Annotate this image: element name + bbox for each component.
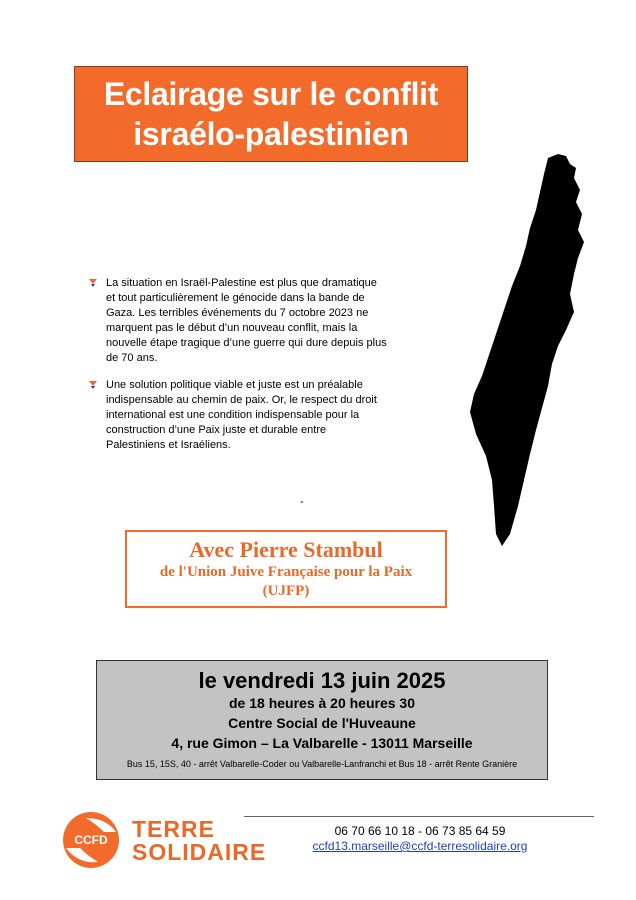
separator: - [300,496,304,508]
email-link[interactable]: ccfd13.marseille@ccfd-terresolidaire.org [312,839,528,853]
map-silhouette-icon [466,150,596,550]
event-info-box [96,660,548,780]
footer-divider [244,816,594,817]
logo-text: CCFD [74,833,108,847]
arrow-bullet-icon [88,378,106,453]
title-line-1: Eclairage sur le conflit [103,76,439,112]
bullet-text: Une solution politique viable et juste est un préalable indispensable au chemin de paix. Or, le respect du droit international est une condition indispensable pour la construction d’une Paix juste et durable entre Palestiniens et Israéliens. [106,379,377,451]
ccfd-logo-icon [58,808,124,872]
title-line-2: israélo-palestinien [133,116,409,152]
speaker-box [125,530,447,608]
arrow-bullet-icon [88,276,106,366]
bullet-list [88,276,388,465]
list-item [88,276,388,366]
list-item [88,378,388,453]
phone-numbers: 06 70 66 10 18 - 06 73 85 64 59 [334,824,506,838]
event-venue: Centre Social de l'Huveaune [228,715,416,731]
brand-line-2: SOLIDAIRE [132,839,267,865]
event-address: 4, rue Gimon – La Valbarelle - 13011 Marseille [171,735,473,751]
event-transport: Bus 15, 15S, 40 - arrêt Valbarelle-Coder ou Valbarelle-Lanfranchi et Bus 18 - arrêt Rente Granière [126,759,518,769]
brand-line-1: TERRE [132,816,215,842]
event-date: le vendredi 13 juin 2025 [198,668,446,693]
event-time: de 18 heures à 20 heures 30 [229,695,415,711]
speaker-name: Avec Pierre Stambul [189,537,383,562]
contact-block [300,824,540,854]
title-banner [74,66,468,162]
speaker-org-line-2: (UJFP) [262,583,310,599]
bullet-text: La situation en Israël-Palestine est plus que dramatique et tout particulièrement le génocide dans la bande de Gaza. Les terribles événements du 7 octobre 2023 ne marquent pas le début d’un nouveau conflit, mais la nouvelle étape tragique d’une guerre qui dure depuis plus de 70 ans. [106,277,387,364]
speaker-org-line-1: de l'Union Juive Française pour la Paix [159,564,413,580]
brand-name [132,818,266,864]
